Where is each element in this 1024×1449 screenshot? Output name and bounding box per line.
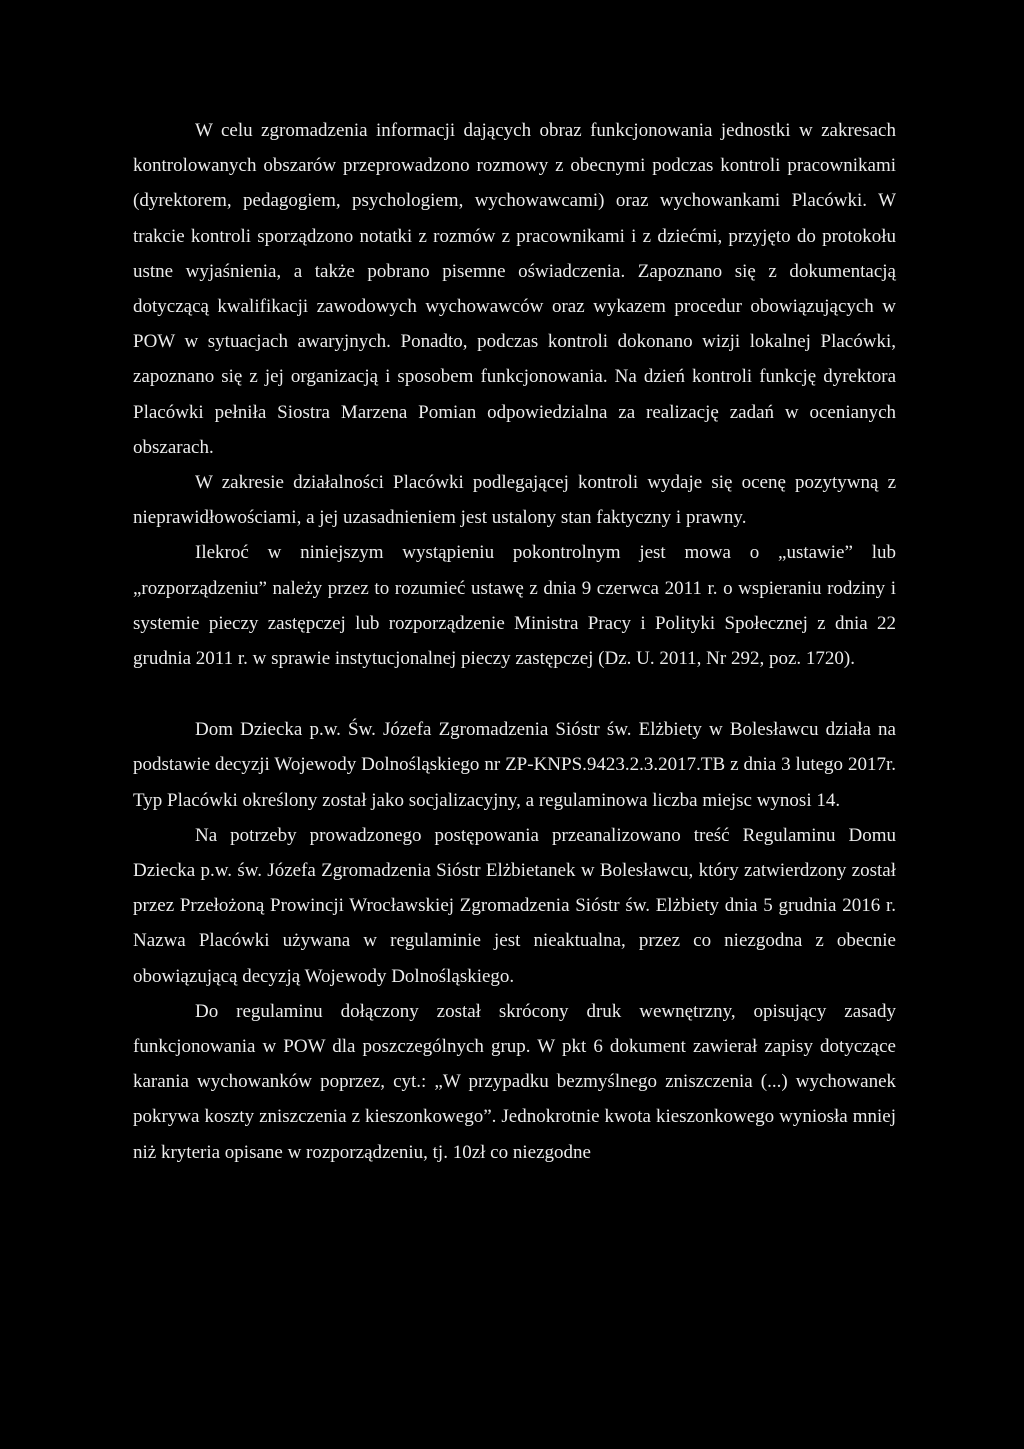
paragraph-regulations: Na potrzeby prowadzonego postępowania przeanalizowano treść Regulaminu Domu Dziecka p.w. św. Józefa Zgromadzenia Sióstr Elżbietanek w Bolesławcu, który zatwierdzony został przez Przełożoną Prowincji Wrocławskiej Zgromadzenia Sióstr św. Elżbiety dnia 5 grudnia 2016 r. Nazwa Placówki używana w regulaminie jest nieaktualna, przez co niezgodna z obecnie obowiązującą decyzją Wojewody Dolnośląskiego. [133, 824, 896, 987]
paragraph-interviews: W celu zgromadzenia informacji dających obraz funkcjonowania jednostki w zakresach kontrolowanych obszarów przeprowadzono rozmowy z obecnymi podczas kontroli pracownikami (dyrektorem, pedagogiem, psychologiem, wychowawcami) oraz wychowankami Placówki. W trakcie kontroli sporządzono notatki z rozmów z pracownikami i z dziećmi, przyjęto do protokołu ustne wyjaśnienia, a także pobrano pisemne oświadczenia. Zapoznano się z dokumentacją dotyczącą kwalifikacji zawodowych wychowawców oraz wykazem procedur obowiązujących w POW w sytuacjach awaryjnych. Ponadto, podczas kontroli dokonano wizji lokalnej Placówki, zapoznano się z jej organizacją i sposobem funkcjonowania. Na dzień kontroli funkcję dyrektora Placówki pełniła Siostra Marzena Pomian odpowiedzialna za realizację zadań w ocenianych obszarach. [133, 120, 896, 458]
paragraph-legal-definitions: Ilekroć w niniejszym wystąpieniu pokontrolnym jest mowa o „ustawie” lub „rozporządzeniu” należy przez to rozumieć ustawę z dnia 9 czerwca 2011 r. o wspieraniu rodziny i systemie pieczy zastępczej lub rozporządzenie Ministra Pracy i Polityki Społecznej z dnia 22 grudnia 2011 r. w sprawie instytucjonalnej pieczy zastępczej (Dz. U. 2011, Nr 292, poz. 1720). [133, 542, 896, 670]
document-page [133, 113, 896, 1170]
paragraph-spacer [133, 676, 896, 712]
paragraph-facility-decision: Dom Dziecka p.w. Św. Józefa Zgromadzenia Sióstr św. Elżbiety w Bolesławcu działa na podstawie decyzji Wojewody Dolnośląskiego nr ZP-KNPS.9423.2.3.2017.TB z dnia 3 lutego 2017r. Typ Placówki określony został jako socjalizacyjny, a regulaminowa liczba miejsc wynosi 14. [133, 719, 896, 811]
paragraph-assessment: W zakresie działalności Placówki podlegającej kontroli wydaje się ocenę pozytywną z nieprawidłowościami, a jej uzasadnieniem jest ustalony stan faktyczny i prawny. [133, 472, 896, 529]
paragraph-internal-rules: Do regulaminu dołączony został skrócony druk wewnętrzny, opisujący zasady funkcjonowania w POW dla poszczególnych grup. W pkt 6 dokument zawierał zapisy dotyczące karania wychowanków poprzez, cyt.: „W przypadku bezmyślnego zniszczenia (...) wychowanek pokrywa koszty zniszczenia z kieszonkowego”. Jednokrotnie kwota kieszonkowego wyniosła mniej niż kryteria opisane w rozporządzeniu, tj. 10zł co niezgodne [133, 1000, 896, 1163]
